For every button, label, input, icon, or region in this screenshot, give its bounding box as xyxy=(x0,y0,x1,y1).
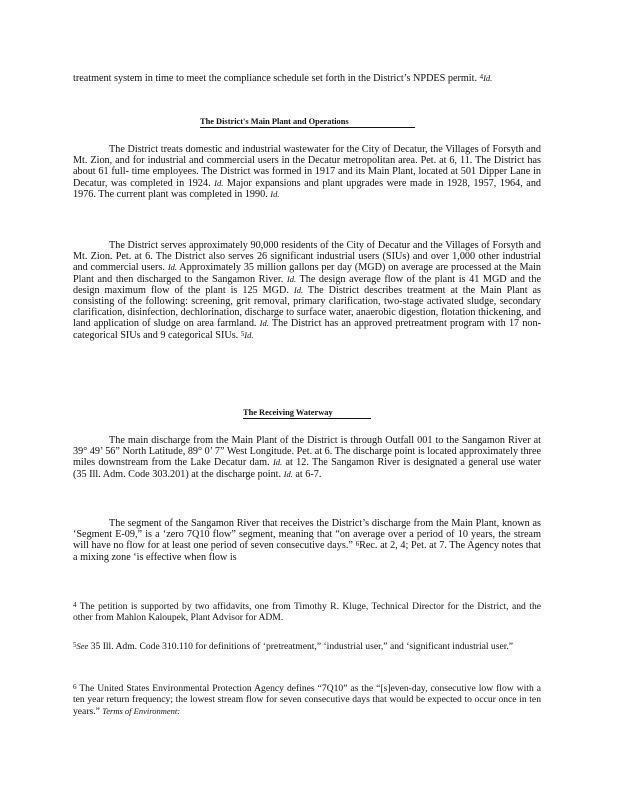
id-citation: Id. xyxy=(270,188,280,199)
paragraph-text: at 6-7. xyxy=(292,468,322,480)
paragraph-text: The main discharge from the Main Plant of the District is through Outfall 001 to the Sangamon River at 39° 49’ 56” North Latitude, 89° 0’ 7” West Longitude. Pet. at 6. The discharge point is located approximately three miles downstream from the Lake Decatur dam. xyxy=(73,435,541,469)
paragraph-segment xyxy=(73,518,541,563)
footnote-text: The United States Environmental Protection Agency defines “7Q10” as the “[s]even-day, consecutive low flow with a ten year return frequency; the lowest stream flow for seven consecutive days that would be expected to occur once in ten years.” xyxy=(73,683,541,717)
footnote-number: 5 xyxy=(73,641,77,649)
footnote-text: The petition is supported by two affidavits, one from Timothy R. Kluge, Technical Director for the District, and the other from Mahlon Kaloupek, Plant Advisor for ADM. xyxy=(73,601,541,624)
paragraph-district-overview xyxy=(73,144,541,200)
footnote-ref-4: 4 xyxy=(479,73,484,81)
id-citation: Id. xyxy=(272,457,283,468)
id-citation: Id. xyxy=(286,273,297,284)
continuation-paragraph xyxy=(73,73,541,84)
footnote-5 xyxy=(73,641,541,652)
section-heading-receiving-waterway: The Receiving Waterway xyxy=(243,408,371,419)
footnote-6 xyxy=(73,683,541,717)
paragraph-text: Major expansions and plant upgrades were made in 1928, 1957, 1964, and 1976. The current plant was completed in 1990. xyxy=(73,177,542,200)
paragraph-text: The District has an approved pretreatment program with 17 non-categorical SIUs and 9 categorical SIUs. xyxy=(73,318,541,341)
paragraph-text: The District describes treatment at the Main Plant as consisting of the following: screening, grit removal, primary clarification, two-stage activated sludge, secondary clarification, disinfection, dechlorination, discharge to surface water, anaerobic digestion, flotation thickening, and land application of sludge on area farmland. xyxy=(73,284,541,330)
paragraph-text: Approximately 35 million gallons per day (MGD) on average are processed at the Main Plant and then discharged to the Sangamon River. xyxy=(73,262,542,285)
paragraph-text: Rec. at 2, 4; Pet. at 7. The Agency notes that a mixing zone ‘is effective when flow is xyxy=(73,540,541,563)
id-citation: Id. xyxy=(293,284,304,295)
paragraph-text: The District serves approximately 90,000 residents of the City of Decatur and the Villages of Forsyth and Mt. Zion. Pet. at 6. The District also serves 26 significant industrial users (SIUs) and over 1,000 other industrial and commercial users. xyxy=(73,240,541,274)
id-citation: Id. xyxy=(483,73,493,83)
footnote-4 xyxy=(73,601,541,624)
paragraph-text: The design average flow of the plant is 41 MGD and the design maximum flow of the plant is 125 MGD. xyxy=(73,273,541,296)
source-title: Terms of Environment: xyxy=(102,705,181,716)
paragraph-text: The segment of the Sangamon River that receives the District’s discharge from the Main Plant, known as ‘Segment E-09,” is a ‘zero 7Q10 flow” segment, meaning that “on average over a period of 10 years, the stream will have no flow for at least one period of seven consecutive days.” xyxy=(73,518,541,552)
paragraph-text: The District treats domestic and industrial wastewater for the City of Decatur, the Villages of Forsyth and Mt. Zion, and for industrial and commercial users in the Decatur metropolitan area. Pet. at 6, 11. The District has about 61 full- time employees. The District was formed in 1917 and its Main Plant, located at 501 Dipper Lane in Decatur, was completed in 1924. xyxy=(73,144,541,189)
footnote-ref-6: 6 xyxy=(355,540,360,549)
id-citation: Id. xyxy=(259,318,269,329)
id-citation: Id. xyxy=(283,468,293,479)
continuation-text: treatment system in time to meet the compliance schedule set forth in the District’s NPDES permit. xyxy=(73,73,480,84)
see-signal: See xyxy=(76,641,89,651)
id-citation: Id. xyxy=(244,329,254,340)
footnote-text: 35 Ill. Adm. Code 310.110 for definitions of ‘pretreatment,” ‘industrial user,” and ‘significant industrial user.” xyxy=(88,641,514,652)
footnote-ref-5: 5 xyxy=(240,329,245,338)
paragraph-text: at 12. The Sangamon River is designated a general use water (35 Ill. Adm. Code 303.201) at the discharge point. xyxy=(73,457,541,480)
paragraph-main-discharge xyxy=(73,435,541,480)
id-citation: Id. xyxy=(214,177,224,188)
footnote-number: 4 xyxy=(73,601,77,609)
footnote-number: 6 xyxy=(73,683,77,691)
section-heading-main-plant: The District's Main Plant and Operations xyxy=(200,117,415,128)
id-citation: Id. xyxy=(167,262,178,273)
paragraph-district-service xyxy=(73,240,541,341)
